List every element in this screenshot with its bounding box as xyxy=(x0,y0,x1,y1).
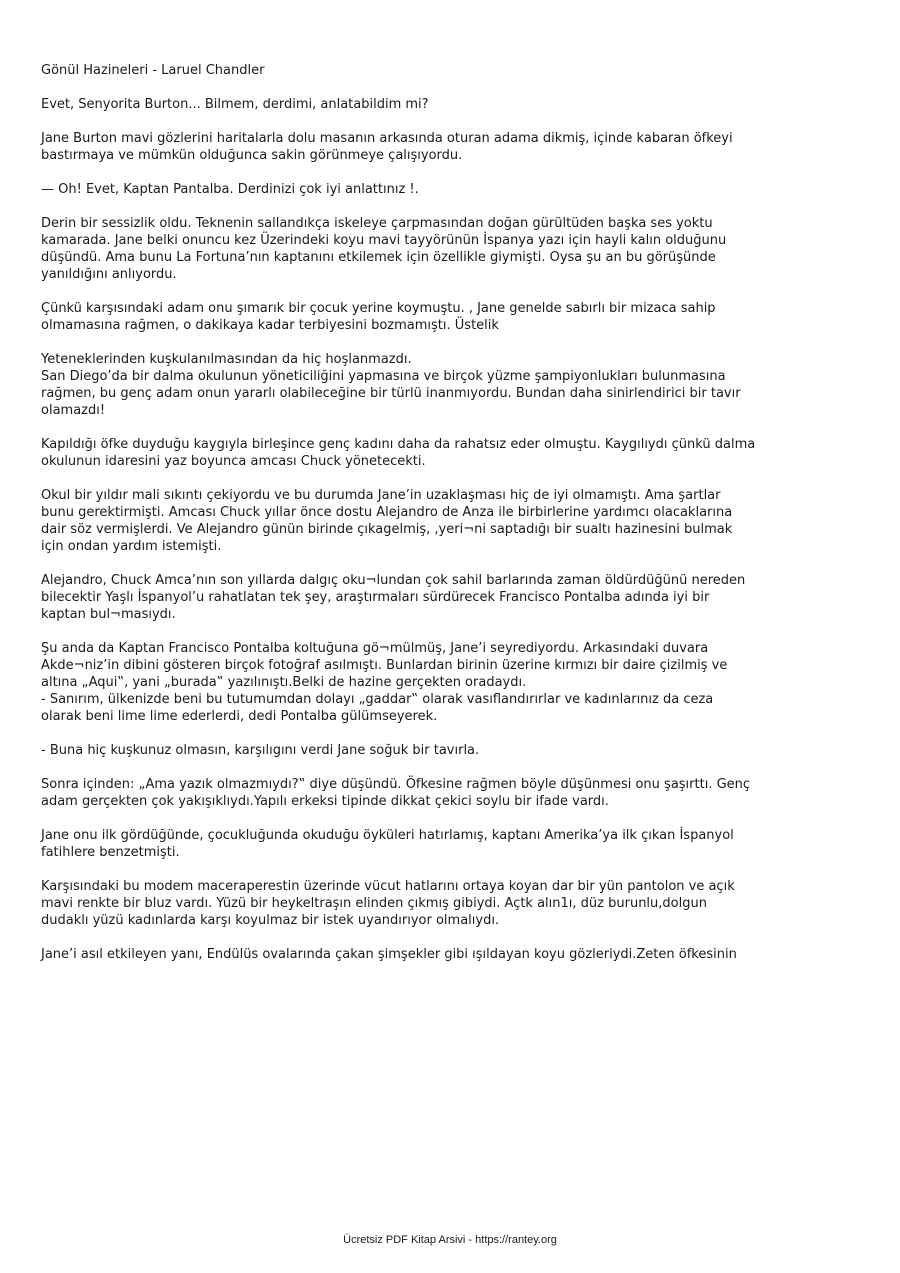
paragraph: Kapıldığı öfke duyduğu kaygıyla birleşince genç kadını daha da rahatsız eder olmuştu. Kaygılıydı çünkü dalma okulunun idaresini yaz boyunca amcası Chuck yönetecekti. xyxy=(41,437,756,469)
paragraph: Çünkü karşısındaki adam onu şımarık bir çocuk yerine koymuştu. , Jane genelde sabırlı bir mizaca sahip olmamasına rağmen, o dakikaya kadar terbiyesini bozmamıştı. Üstelik xyxy=(41,301,716,333)
paragraph: Alejandro, Chuck Amca’nın son yıllarda dalgıç oku¬lundan çok sahil barlarında zaman öldürdüğünü nereden bilecektir Yaşlı İspanyol’u rahatlatan tek şey, araştırmaları sürdürecek Francisco Pontalba adında iyi bir kaptan bul¬masıydı. xyxy=(41,573,746,622)
paragraph: Sonra içinden: „Ama yazık olmazmıydı?‟ diye düşündü. Öfkesine rağmen böyle düşünmesi onu şaşırttı. Genç adam gerçekten çok yakışıklıydı.Yapılı erkeksi tipinde dikkat çekici soylu bir ifade vardı. xyxy=(41,777,751,809)
paragraph: Jane Burton mavi gözlerini haritalarla dolu masanın arkasında oturan adama dikmiş, içinde kabaran öfkeyi bastırmaya ve mümkün olduğunca sakin görünmeye çalışıyordu. xyxy=(41,131,733,163)
paragraph: Evet, Senyorita Burton... Bilmem, derdimi, anlatabildim mi? xyxy=(41,97,429,112)
document-title: Gönül Hazineleri - Laruel Chandler xyxy=(41,63,265,78)
paragraph: Şu anda da Kaptan Francisco Pontalba koltuğuna gö¬mülmüş, Jane’i seyrediyordu. Arkasındaki duvara Akde¬niz’in dibini gösteren birçok fotoğraf asılmıştı. Bunlardan birinin üzerine kırmızı bir daire çizilmiş ve altına „Aqui‟, yani „burada‟ yazılınıştı.Belki de hazine gerçekten oradaydı. - Sanırım, ülkenizde beni bu tutumumdan dolayı „gaddar‟ olarak vasıflandırırlar ve kadınlarınız da ceza olarak beni lime lime ederlerdi, dedi Pontalba gülümseyerek. xyxy=(41,641,728,724)
paragraph: Derin bir sessizlik oldu. Teknenin sallandıkça iskeleye çarpmasından doğan gürültüden başka ses yoktu kamarada. Jane belki onuncu kez Üzerindeki koyu mavi tayyörünün İspanya yazı için hayli kalın olduğunu düşündü. Ama bunu La Fortuna’nın kaptanını etkilemek için özellikle giymişti. Oysa şu an bu görüşünde yanıldığını anlıyordu. xyxy=(41,216,727,282)
paragraph: Yeteneklerinden kuşkulanılmasından da hiç hoşlanmazdı. San Diego’da bir dalma okulunun yöneticiliğini yapmasına ve birçok yüzme şampiyonlukları bulunmasına rağmen, bu genç adam onun yararlı olabileceğine bir türlü inanmıyordu. Bundan daha sinirlendirici bir tavır olamazdı! xyxy=(41,352,741,418)
paragraph: — Oh! Evet, Kaptan Pantalba. Derdinizi çok iyi anlattınız !. xyxy=(41,182,419,197)
document-body xyxy=(41,62,801,980)
page-footer: Ücretsiz PDF Kitap Arsivi - https://rantey.org xyxy=(343,1234,557,1246)
paragraph: Jane’i asıl etkileyen yanı, Endülüs ovalarında çakan şimşekler gibi ışıldayan koyu gözleriydi.Zeten öfkesinin xyxy=(41,947,737,962)
paragraph: - Buna hiç kuşkunuz olmasın, karşılıgını verdi Jane soğuk bir tavırla. xyxy=(41,743,480,758)
paragraph: Karşısındaki bu modem maceraperestin üzerinde vücut hatlarını ortaya koyan dar bir yün pantolon ve açık mavi renkte bir bluz vardı. Yüzü bir heykeltraşın elinden çıkmış gibiydi. Açtk alın1ı, düz burunlu,dolgun dudaklı yüzü kadınlarda karşı koyulmaz bir istek uyandırıyor olmalıydı. xyxy=(41,879,735,928)
paragraph: Okul bir yıldır mali sıkıntı çekiyordu ve bu durumda Jane’in uzaklaşması hiç de iyi olmamıştı. Ama şartlar bunu gerektirmişti. Amcası Chuck yıllar önce dostu Alejandro de Anza ile birbirlerine yardımcı olacaklarına dair söz vermişlerdi. Ve Alejandro günün birinde çıkagelmiş, ,yeri¬ni saptadığı bir sualtı hazinesini bulmak için ondan yardım istemişti. xyxy=(41,488,733,554)
paragraph: Jane onu ilk gördüğünde, çocukluğunda okuduğu öyküleri hatırlamış, kaptanı Amerika’ya ilk çıkan İspanyol fatihlere benzetmişti. xyxy=(41,828,734,860)
